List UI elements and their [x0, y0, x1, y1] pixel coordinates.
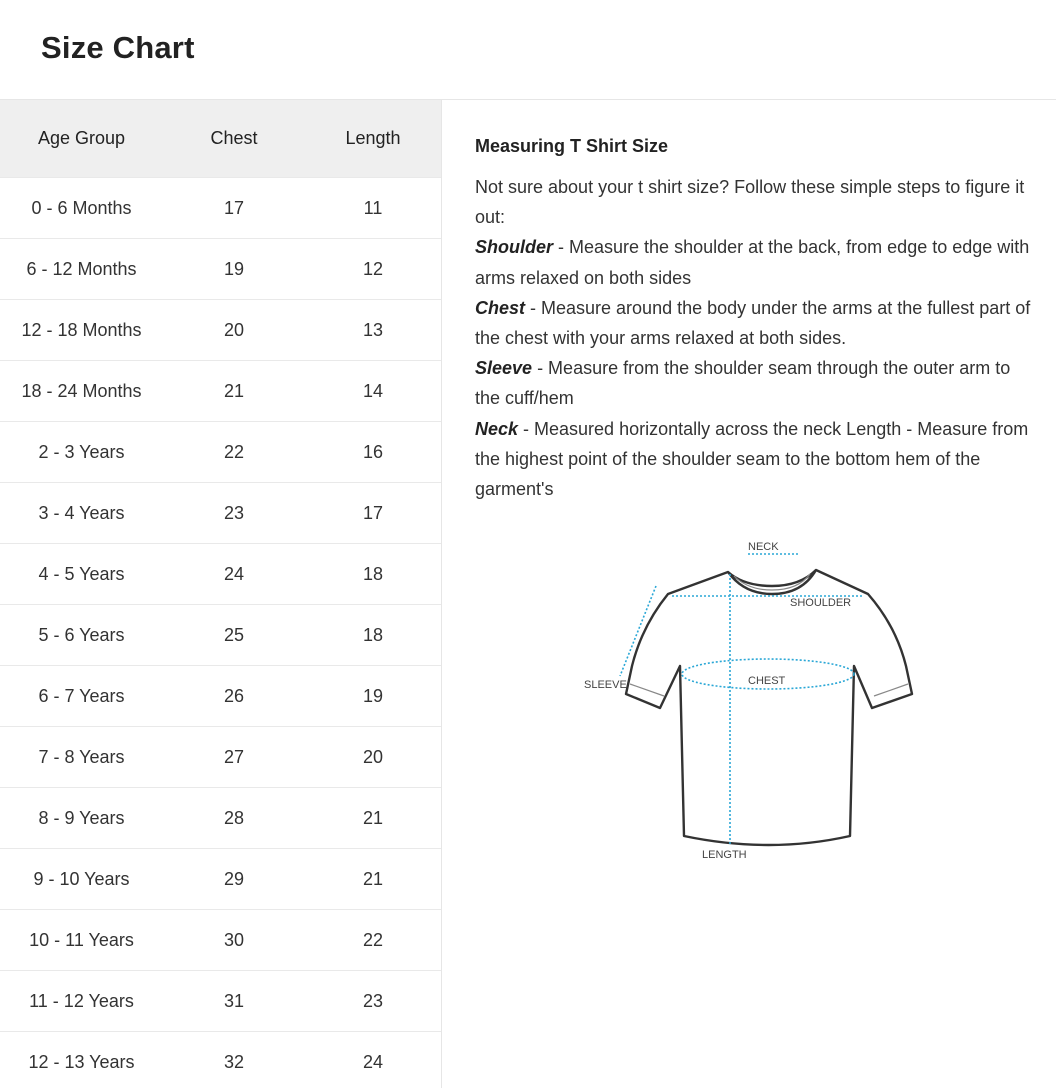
column-header-length: Length [305, 100, 441, 178]
age-group-cell: 7 - 8 Years [0, 727, 163, 788]
length-cell: 16 [305, 422, 441, 483]
chest-cell: 30 [163, 910, 305, 971]
measuring-step-chest [475, 293, 1035, 353]
measuring-step-neck [475, 414, 1035, 505]
age-group-cell: 11 - 12 Years [0, 971, 163, 1032]
table-row [0, 605, 441, 666]
table-header-row [0, 100, 441, 178]
length-cell: 21 [305, 788, 441, 849]
age-group-cell: 10 - 11 Years [0, 910, 163, 971]
step-text-sleeve: - Measure from the shoulder seam through the outer arm to the cuff/hem [475, 358, 1011, 409]
length-cell: 11 [305, 178, 441, 239]
label-length: LENGTH [702, 849, 747, 861]
table-row [0, 971, 441, 1032]
measuring-instructions [475, 172, 1035, 504]
chest-cell: 29 [163, 849, 305, 910]
table-row [0, 910, 441, 971]
content [0, 100, 1056, 1088]
header [0, 0, 1056, 100]
length-cell: 22 [305, 910, 441, 971]
age-group-cell: 12 - 13 Years [0, 1032, 163, 1088]
table-body [0, 178, 441, 1088]
length-cell: 12 [305, 239, 441, 300]
table-row [0, 544, 441, 605]
length-cell: 20 [305, 727, 441, 788]
length-cell: 17 [305, 483, 441, 544]
label-neck: NECK [748, 541, 779, 553]
size-table-container [0, 100, 442, 1088]
table-row [0, 727, 441, 788]
length-cell: 21 [305, 849, 441, 910]
chest-cell: 32 [163, 1032, 305, 1088]
chest-cell: 27 [163, 727, 305, 788]
age-group-cell: 5 - 6 Years [0, 605, 163, 666]
age-group-cell: 9 - 10 Years [0, 849, 163, 910]
tshirt-outline [626, 570, 912, 845]
length-cell: 13 [305, 300, 441, 361]
step-text-neck: - Measured horizontally across the neck Length - Measure from the highest point of the shoulder seam to the bottom hem of the garment's [475, 418, 1029, 500]
age-group-cell: 6 - 7 Years [0, 666, 163, 727]
step-term-sleeve: Sleeve [475, 358, 533, 379]
chest-cell: 26 [163, 666, 305, 727]
chest-cell: 28 [163, 788, 305, 849]
table-row [0, 422, 441, 483]
age-group-cell: 8 - 9 Years [0, 788, 163, 849]
step-term-neck: Neck [475, 418, 519, 439]
table-row [0, 1032, 441, 1088]
tshirt-measurement-diagram [580, 536, 920, 866]
step-term-chest: Chest [475, 297, 526, 318]
length-cell: 19 [305, 666, 441, 727]
step-text-shoulder: - Measure the shoulder at the back, from edge to edge with arms relaxed on both sides [475, 237, 1030, 288]
age-group-cell: 2 - 3 Years [0, 422, 163, 483]
table-row [0, 666, 441, 727]
age-group-cell: 12 - 18 Months [0, 300, 163, 361]
label-sleeve: SLEEVE [584, 679, 627, 691]
table-row [0, 483, 441, 544]
measuring-step-sleeve [475, 353, 1035, 413]
measuring-title: Measuring T Shirt Size [475, 136, 669, 156]
age-group-cell: 0 - 6 Months [0, 178, 163, 239]
table-row [0, 849, 441, 910]
measuring-intro: Not sure about your t shirt size? Follow these simple steps to figure it out: [475, 177, 1025, 228]
length-cell: 24 [305, 1032, 441, 1088]
size-table [0, 100, 441, 1088]
label-shoulder: SHOULDER [790, 597, 852, 609]
length-cell: 23 [305, 971, 441, 1032]
page-title: Size Chart [41, 30, 195, 65]
chest-cell: 25 [163, 605, 305, 666]
column-header-chest: Chest [163, 100, 305, 178]
table-row [0, 788, 441, 849]
age-group-cell: 3 - 4 Years [0, 483, 163, 544]
step-term-shoulder: Shoulder [475, 237, 554, 258]
age-group-cell: 4 - 5 Years [0, 544, 163, 605]
chest-cell: 21 [163, 361, 305, 422]
age-group-cell: 18 - 24 Months [0, 361, 163, 422]
table-row [0, 178, 441, 239]
chest-cell: 23 [163, 483, 305, 544]
length-cell: 14 [305, 361, 441, 422]
chest-cell: 24 [163, 544, 305, 605]
measuring-step-shoulder [475, 232, 1035, 292]
chest-cell: 31 [163, 971, 305, 1032]
step-text-chest: - Measure around the body under the arms at the fullest part of the chest with your arms relaxed at both sides. [475, 297, 1031, 349]
chest-cell: 20 [163, 300, 305, 361]
length-cell: 18 [305, 605, 441, 666]
label-chest: CHEST [748, 675, 786, 687]
column-header-age-group: Age Group [0, 100, 163, 178]
table-row [0, 300, 441, 361]
chest-cell: 19 [163, 239, 305, 300]
age-group-cell: 6 - 12 Months [0, 239, 163, 300]
length-cell: 18 [305, 544, 441, 605]
table-row [0, 239, 441, 300]
chest-cell: 22 [163, 422, 305, 483]
chest-cell: 17 [163, 178, 305, 239]
table-row [0, 361, 441, 422]
